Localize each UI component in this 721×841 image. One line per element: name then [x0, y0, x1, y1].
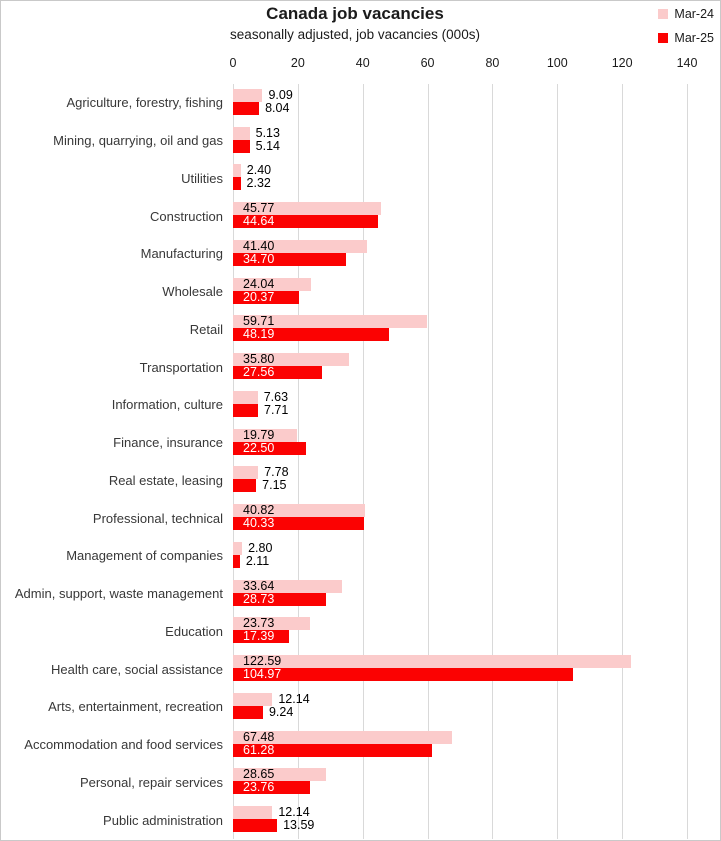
x-tick-label: 40 [355, 56, 370, 70]
category-label: Utilities [181, 170, 223, 186]
value-label: 44.64 [243, 214, 275, 229]
x-tick-label: 80 [485, 56, 500, 70]
category-label: Admin, support, waste management [14, 586, 223, 602]
value-label: 40.82 [243, 503, 275, 518]
bar-mar-24 [233, 466, 258, 479]
value-label: 7.78 [264, 465, 289, 480]
bar-mar-24 [233, 806, 272, 819]
value-label: 2.40 [246, 163, 272, 178]
value-label: 28.65 [243, 767, 275, 782]
value-label: 9.24 [268, 704, 294, 719]
category-label: Accommodation and food services [24, 737, 223, 753]
bar-mar-25 [233, 404, 258, 417]
value-label: 22.50 [243, 440, 275, 455]
category-label: Construction [150, 208, 223, 224]
x-tick-label: 140 [676, 56, 698, 70]
value-label: 35.80 [243, 352, 275, 367]
category-label: Manufacturing [140, 246, 223, 262]
value-label: 2.11 [245, 553, 270, 568]
legend-label-mar-24: Mar-24 [674, 7, 714, 21]
bar-mar-24 [233, 655, 631, 668]
category-label: Information, culture [111, 397, 223, 413]
value-label: 7.15 [262, 478, 287, 493]
gridline [428, 84, 429, 839]
value-label: 27.56 [243, 365, 275, 380]
value-label: 67.48 [243, 729, 275, 744]
gridline [298, 84, 299, 839]
value-label: 23.73 [243, 616, 275, 631]
value-label: 12.14 [278, 805, 310, 820]
value-label: 13.59 [283, 818, 315, 833]
x-tick-label: 100 [546, 56, 568, 70]
gridline [622, 84, 623, 839]
plot-area [1, 1, 720, 840]
gridline [557, 84, 558, 839]
bar-mar-25 [233, 102, 259, 115]
category-label: Wholesale [162, 284, 223, 300]
value-label: 48.19 [243, 327, 275, 342]
x-tick-label: 0 [229, 56, 237, 70]
value-label: 5.14 [255, 138, 280, 153]
gridline [492, 84, 493, 839]
gridline [687, 84, 688, 839]
gridline [233, 84, 234, 839]
bar-mar-24 [233, 127, 250, 140]
chart-title: Canada job vacancies [266, 4, 444, 23]
legend-label-mar-25: Mar-25 [674, 31, 714, 45]
value-label: 28.73 [243, 591, 275, 606]
bar-mar-25 [233, 819, 277, 832]
category-label: Health care, social assistance [51, 661, 223, 677]
value-label: 9.09 [268, 87, 293, 102]
value-label: 23.76 [243, 780, 275, 795]
category-label: Professional, technical [92, 510, 223, 526]
category-label: Personal, repair services [79, 774, 223, 790]
bar-mar-24 [233, 693, 272, 706]
value-label: 45.77 [243, 201, 275, 216]
category-label: Education [165, 623, 223, 639]
value-label: 8.04 [265, 100, 290, 115]
category-label: Management of companies [66, 548, 223, 564]
value-label: 104.97 [243, 667, 282, 682]
value-label: 7.63 [263, 389, 289, 404]
x-tick-label: 20 [290, 56, 305, 70]
bar-mar-24 [233, 164, 241, 177]
value-label: 33.64 [243, 578, 275, 593]
value-label: 20.37 [243, 289, 275, 304]
gridline [363, 84, 364, 839]
value-label: 41.40 [243, 238, 275, 253]
value-label: 19.79 [243, 427, 275, 442]
bar-mar-25 [233, 140, 250, 153]
value-label: 7.71 [264, 402, 289, 417]
value-label: 12.14 [278, 691, 310, 706]
category-label: Public administration [103, 812, 223, 828]
value-label: 24.04 [243, 276, 275, 291]
bar-mar-25 [233, 177, 241, 190]
bar-mar-25 [233, 706, 263, 719]
value-label: 59.71 [243, 314, 275, 329]
category-label: Mining, quarrying, oil and gas [53, 133, 223, 149]
category-label: Real estate, leasing [108, 472, 223, 488]
category-label: Transportation [139, 359, 223, 375]
chart-subtitle: seasonally adjusted, job vacancies (000s) [230, 27, 480, 42]
bar-mar-24 [233, 391, 258, 404]
bar-mar-24 [233, 89, 262, 102]
x-tick-label: 60 [420, 56, 435, 70]
value-label: 5.13 [255, 125, 280, 140]
value-label: 17.39 [243, 629, 275, 644]
value-label: 40.33 [243, 516, 275, 531]
value-label: 34.70 [243, 251, 275, 266]
category-label: Retail [189, 321, 223, 337]
category-label: Agriculture, forestry, fishing [66, 95, 223, 111]
value-label: 2.80 [248, 540, 273, 555]
bar-mar-24 [233, 542, 242, 555]
bar-mar-25 [233, 479, 256, 492]
category-label: Finance, insurance [113, 435, 223, 451]
category-label: Arts, entertainment, recreation [48, 699, 223, 715]
value-label: 122.59 [243, 654, 282, 669]
x-tick-label: 120 [611, 56, 633, 70]
value-label: 2.32 [246, 176, 271, 191]
bar-mar-25 [233, 555, 240, 568]
value-label: 61.28 [243, 742, 275, 757]
bar-mar-25 [233, 668, 573, 681]
